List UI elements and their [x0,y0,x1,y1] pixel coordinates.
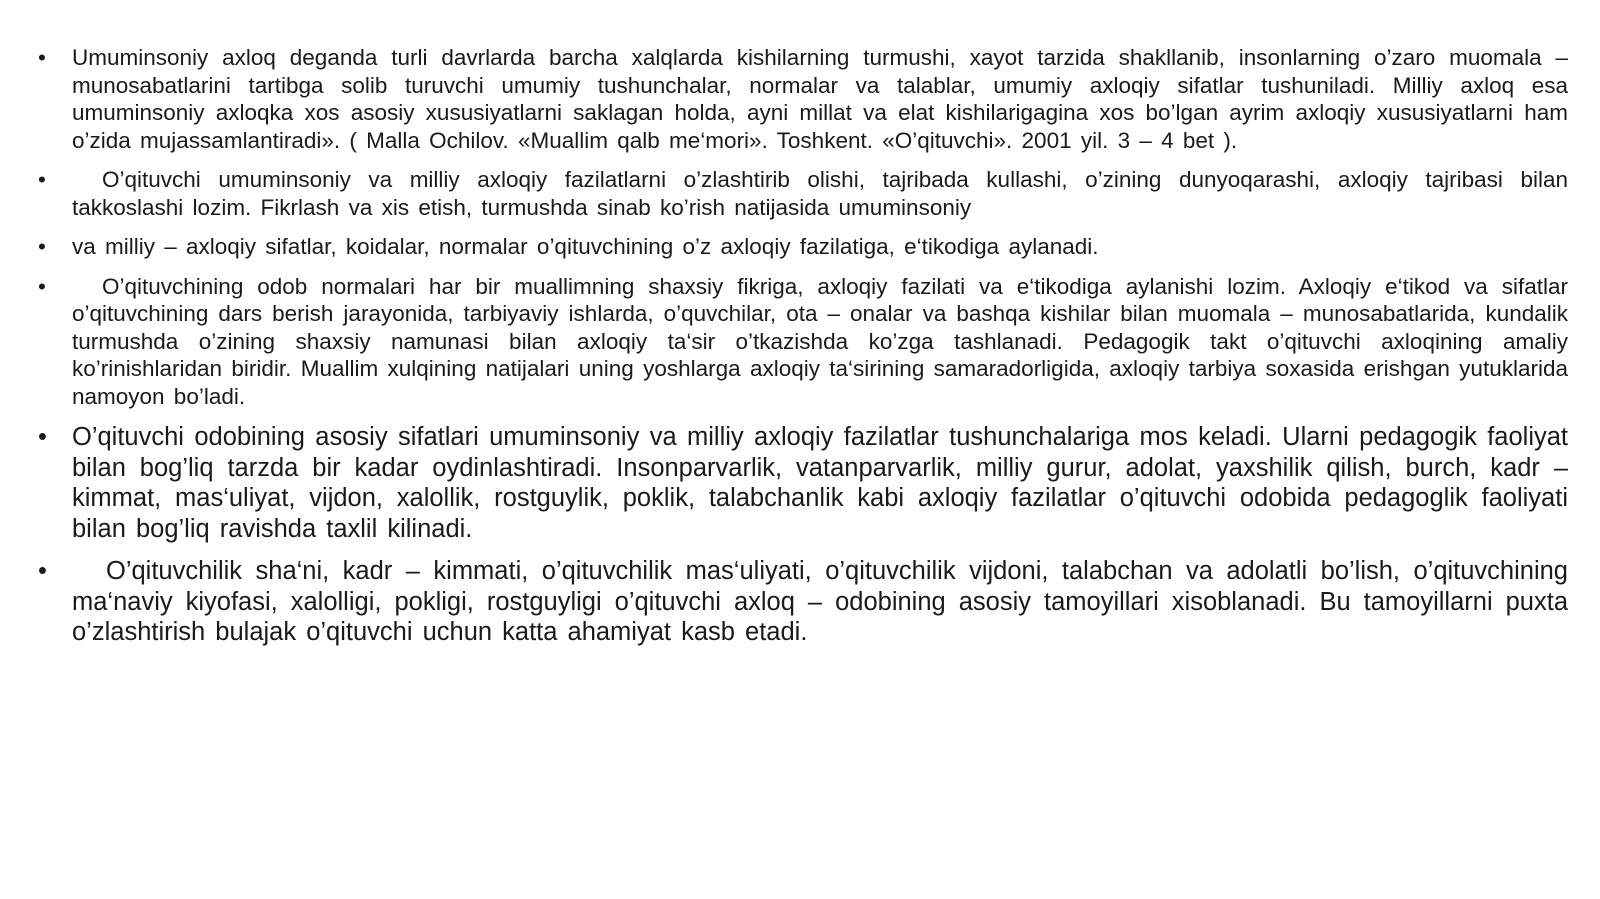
bullet-marker: • [38,234,46,259]
bullet-item [38,233,1568,261]
bullet-marker: • [38,273,46,299]
bullet-item [38,44,1568,154]
bullet-marker: • [38,167,46,192]
bullet-text: O’qituvchi umuminsoniy va milliy axloqiy fazilatlarni o’zlashtirib olishi, tajribada kullashi, o’zining dunyoqarashi, axloqiy tajribasi bilan takkoslashi lozim. Fikrlash va xis etish, turmushda sinab ko’rish natijasida umuminsoniy [72,167,1568,220]
bullet-marker: • [38,423,47,451]
bullet-item [38,273,1568,411]
bullet-item [38,422,1568,544]
bullet-marker: • [38,557,47,585]
bullet-list [38,44,1568,648]
bullet-text: O’qituvchi odobining asosiy sifatlari umuminsoniy va milliy axloqiy fazilatlar tushunchalariga mos keladi. Ularni pedagogik faoliyat bilan bog’liq tarzda bir kadar oydinlashtiradi. Insonparvarlik, vatanparvarlik, milliy gurur, adolat, yaxshilik qilish, burch, kadr – kimmat, mas‘uliyat, vijdon, xalollik, rostguylik, poklik, talabchanlik kabi axloqiy fazilatlar o’qituvchi odobida pedagoglik faoliyati bilan bog’liq ravishda taxlil kilinadi. [72,423,1568,543]
bullet-item [38,166,1568,221]
bullet-item [38,556,1568,648]
bullet-text: va milliy – axloqiy sifatlar, koidalar, normalar o’qituvchining o’z axloqiy fazilatiga, e‘tikodiga aylanadi. [72,234,1099,259]
bullet-text: Umuminsoniy axloq deganda turli davrlarda barcha xalqlarda kishilarning turmushi, xayot tarzida shakllanib, insonlarning o’zaro muomala – munosabatlarini tartibga solib turuvchi umumiy tushunchalar, normalar va talablar, umumiy axloqiy sifatlar tushuniladi. Milliy axloq esa umuminsoniy axloqka xos asosiy xususiyatlarni saklagan holda, ayni millat va elat kishilarigagina xos bo’lgan ayrim axloqiy xususiyatlarni ham o’zida mujassamlantiradi». ( Malla Ochilov. «Muallim qalb me‘mori». Toshkent. «O’qituvchi». 2001 yil. 3 – 4 bet ). [72,45,1568,153]
bullet-marker: • [38,45,46,70]
bullet-text: O’qituvchining odob normalari har bir muallimning shaxsiy fikriga, axloqiy fazilati va e‘tikodiga aylanishi lozim. Axloqiy e‘tikod va sifatlar o’qituvchining dars berish jarayonida, tarbiyaviy ishlarda, o’quvchilar, ota – onalar va bashqa kishilar bilan muomala – munosabatlarida, kundalik turmushda o’zining shaxsiy namunasi bilan axloqiy ta‘sir o’tkazishda ko’zga tashlanadi. Pedagogik takt o’qituvchi axloqining amaliy ko’rinishlaridan biridir. Muallim xulqining natijalari uning yoshlarga axloqiy ta‘sirining samaradorligida, axloqiy tarbiya soxasida erishgan yutuklarida namoyon bo’ladi. [72,273,1568,409]
bullet-text: O’qituvchilik sha‘ni, kadr – kimmati, o’qituvchilik mas‘uliyati, o’qituvchilik vijdoni, talabchan va adolatli bo’lish, o’qituvchining ma‘naviy kiyofasi, xalolligi, pokligi, rostguyligi o’qituvchi axloq – odobining asosiy tamoyillari xisoblanadi. Bu tamoyillarni puxta o’zlashtirish bulajak o’qituvchi uchun katta ahamiyat kasb etadi. [72,557,1568,646]
